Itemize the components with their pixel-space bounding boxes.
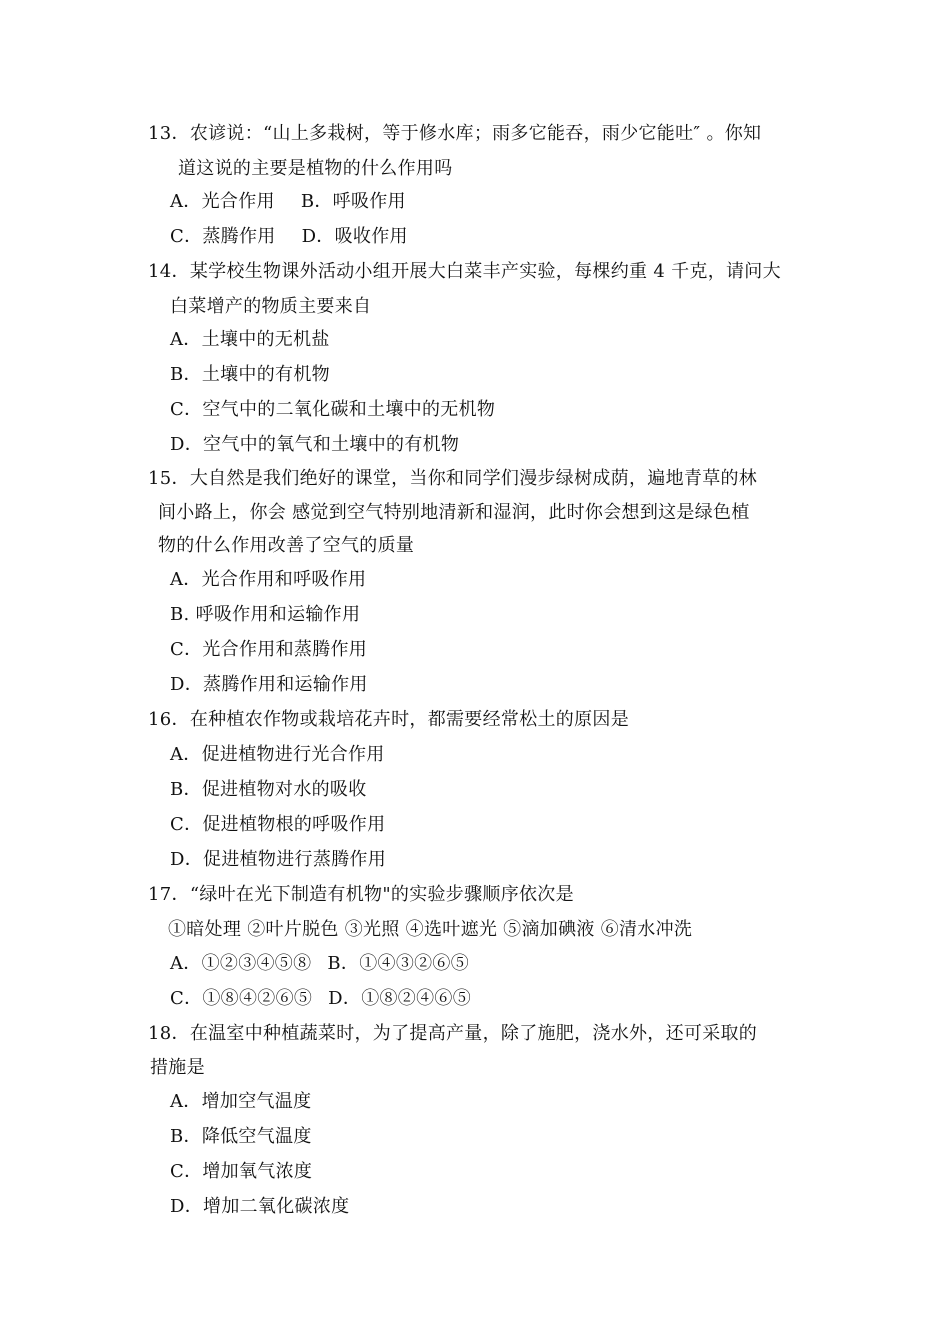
question-17-option-c[interactable]: C．①⑧④②⑥⑤ [170,988,313,1009]
question-14-number: 14． [148,261,190,282]
question-15-stem-line-2: 间小路上，你会 感觉到空气特别地清新和湿润，此时你会想到这是绿色植 [158,502,750,523]
question-18-stem-line-1: 18．在温室中种植蔬菜时，为了提高产量，除了施肥，浇水外，还可采取的 [148,1023,758,1044]
question-18-option-c[interactable]: C．增加氧气浓度 [170,1161,313,1182]
question-13-options-row-2 [170,225,408,249]
question-18-number: 18． [148,1023,190,1044]
question-13-stem-line-1: 13．农谚说：“山上多栽树，等于修水库；雨多它能吞，雨少它能吐″ 。你知 [148,123,762,144]
question-16-stem-line-1: 16．在种植农作物或栽培花卉时，都需要经常松土的原因是 [148,709,630,730]
question-15-option-d[interactable]: D．蒸腾作用和运输作用 [170,674,368,695]
question-15-option-a[interactable]: A．光合作用和呼吸作用 [170,569,367,590]
question-18-option-d[interactable]: D．增加二氧化碳浓度 [170,1196,350,1217]
question-13-option-a[interactable]: A．光合作用 [170,191,275,212]
question-15-stem-line-3: 物的什么作用改善了空气的质量 [158,535,415,556]
question-17-steps: ①暗处理 ②叶片脱色 ③光照 ④选叶遮光 ⑤滴加碘液 ⑥清水冲洗 [168,919,693,940]
question-13-option-d[interactable]: D．吸收作用 [301,226,408,247]
question-17-options-row-2 [170,987,471,1011]
question-16-option-c[interactable]: C．促进植物根的呼吸作用 [170,814,386,835]
question-16-option-d[interactable]: D．促进植物进行蒸腾作用 [170,849,387,870]
question-16-number: 16． [148,709,190,730]
question-14-option-a[interactable]: A．土壤中的无机盐 [170,329,330,350]
question-15-number: 15． [148,468,190,489]
question-13-number: 13． [148,123,190,144]
question-14-option-c[interactable]: C．空气中的二氧化碳和土壤中的无机物 [170,399,496,420]
question-18-stem-line-2: 措施是 [150,1057,205,1078]
question-18-option-a[interactable]: A．增加空气温度 [170,1091,312,1112]
question-14-stem-line-1: 14．某学校生物课外活动小组开展大白菜丰产实验，每棵约重 4 千克，请问大 [148,261,781,282]
question-14-stem-line-2: 白菜增产的物质主要来自 [170,296,372,317]
question-17-options-row-1 [170,952,469,976]
question-17-option-b[interactable]: B．①④③②⑥⑤ [327,953,470,974]
question-16-option-b[interactable]: B．促进植物对水的吸收 [170,779,367,800]
question-15-stem-line-1: 15．大自然是我们绝好的课堂，当你和同学们漫步绿树成荫，遍地青草的林 [148,468,758,489]
question-15-option-b[interactable]: B. 呼吸作用和运输作用 [170,604,361,625]
question-14-option-b[interactable]: B．土壤中的有机物 [170,364,330,385]
question-16-option-a[interactable]: A．促进植物进行光合作用 [170,744,385,765]
question-15-option-c[interactable]: C．光合作用和蒸腾作用 [170,639,368,660]
question-14-option-d[interactable]: D．空气中的氧气和土壤中的有机物 [170,434,460,455]
question-17-stem-line-1: 17．“绿叶在光下制造有机物"的实验步骤顺序依次是 [148,884,574,905]
question-13-option-c[interactable]: C．蒸腾作用 [170,226,276,247]
question-13-option-b[interactable]: B．呼吸作用 [300,191,406,212]
question-13-stem-line-2: 道这说的主要是植物的什么作用吗 [178,158,453,179]
question-17-option-a[interactable]: A．①②③④⑤⑧ [170,953,312,974]
question-17-number: 17． [148,884,190,905]
question-13-options-row-1 [170,190,406,214]
question-18-option-b[interactable]: B．降低空气温度 [170,1126,312,1147]
question-17-option-d[interactable]: D．①⑧②④⑥⑤ [328,988,472,1009]
